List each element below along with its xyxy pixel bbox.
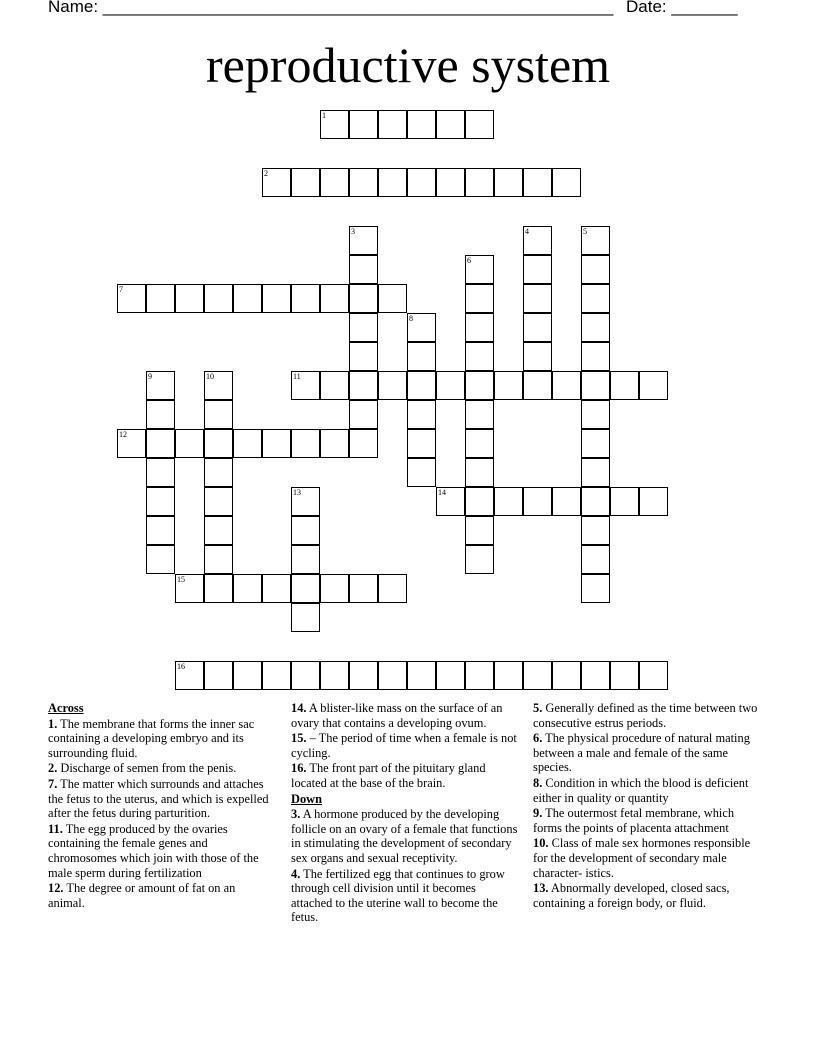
grid-cell[interactable] — [175, 284, 204, 313]
grid-cell[interactable] — [639, 661, 668, 690]
grid-cell[interactable] — [349, 371, 378, 400]
grid-cell[interactable] — [291, 429, 320, 458]
grid-cell[interactable] — [117, 429, 146, 458]
clue-number: 3 — [351, 227, 355, 236]
grid-cell[interactable] — [291, 371, 320, 400]
grid-cell[interactable] — [204, 458, 233, 487]
grid-cell[interactable] — [436, 661, 465, 690]
grid-cell[interactable] — [581, 516, 610, 545]
grid-cell[interactable] — [204, 661, 233, 690]
grid-cell[interactable] — [407, 661, 436, 690]
clue-number: 1 — [322, 111, 326, 120]
clue-across-11: 11. The egg produced by the ovaries containing the female genes and chromosomes which join with those of the male sperm during fertilization — [48, 821, 259, 880]
grid-cell[interactable] — [465, 284, 494, 313]
grid-cell[interactable] — [146, 487, 175, 516]
grid-cell[interactable] — [407, 400, 436, 429]
grid-cell[interactable] — [494, 487, 523, 516]
clue-number: 5 — [583, 227, 587, 236]
clue-across-7: 7. The matter which surrounds and attaches the fetus to the uterus, and which is expelled after the fetus during parturition. — [48, 776, 269, 821]
grid-cell[interactable] — [581, 661, 610, 690]
clue-down-13: 13. Abnormally developed, closed sacs, containing a foreign body, or fluid. — [533, 881, 730, 910]
page-title: reproductive system — [205, 37, 611, 93]
grid-cell[interactable] — [291, 168, 320, 197]
grid-cell[interactable] — [552, 661, 581, 690]
grid-cell[interactable] — [436, 110, 465, 139]
grid-cell[interactable] — [581, 342, 610, 371]
grid-cell[interactable] — [233, 661, 262, 690]
grid-cell[interactable] — [407, 168, 436, 197]
grid-cell[interactable] — [581, 226, 610, 255]
clue-down-4: 4. The fertilized egg that continues to grow through cell division until it becomes attached to the uterine wall to become the fetus. — [291, 866, 505, 925]
grid-cell[interactable] — [175, 429, 204, 458]
clue-down-3: 3. A hormone produced by the developing follicle on an ovary of a female that functions in stimulating the development of secondary sex organs and sexual receptivity. — [291, 807, 518, 865]
grid-cell[interactable] — [407, 371, 436, 400]
grid-cell[interactable] — [378, 284, 407, 313]
grid-cell[interactable] — [378, 110, 407, 139]
clue-across-2: 2. Discharge of semen from the penis. — [48, 761, 237, 776]
grid-cell[interactable] — [552, 487, 581, 516]
grid-cell[interactable] — [146, 516, 175, 545]
grid-cell[interactable] — [349, 284, 378, 313]
grid-cell[interactable] — [407, 110, 436, 139]
clue-down-10: 10. Class of male sex hormones responsible for the development of secondary male character- istics. — [533, 836, 751, 880]
grid-cell[interactable] — [465, 458, 494, 487]
grid-cell[interactable] — [378, 574, 407, 603]
grid-cell[interactable] — [349, 168, 378, 197]
grid-cell[interactable] — [349, 313, 378, 342]
grid-cell[interactable] — [523, 661, 552, 690]
grid-cell[interactable] — [523, 487, 552, 516]
grid-cell[interactable] — [523, 371, 552, 400]
grid-cell[interactable] — [320, 168, 349, 197]
grid-cell[interactable] — [523, 168, 552, 197]
grid-cell[interactable] — [349, 110, 378, 139]
grid-cell[interactable] — [581, 371, 610, 400]
grid-cell[interactable] — [523, 342, 552, 371]
clue-number: 13 — [293, 488, 301, 497]
grid-cell[interactable] — [146, 371, 175, 400]
clue-across-12: 12. The degree or amount of fat on an animal. — [48, 881, 236, 910]
across-heading: Across — [48, 701, 84, 715]
grid-cell[interactable] — [581, 284, 610, 313]
grid-cell[interactable] — [436, 168, 465, 197]
grid-cell[interactable] — [581, 255, 610, 284]
grid-cell[interactable] — [407, 458, 436, 487]
grid-cell[interactable] — [581, 429, 610, 458]
grid-cell[interactable] — [436, 371, 465, 400]
grid-cell[interactable] — [349, 661, 378, 690]
grid-cell[interactable] — [378, 371, 407, 400]
grid-cell[interactable] — [523, 226, 552, 255]
grid-cell[interactable] — [465, 342, 494, 371]
grid-cell[interactable] — [146, 429, 175, 458]
grid-cell[interactable] — [291, 516, 320, 545]
grid-cell[interactable] — [349, 342, 378, 371]
grid-cell[interactable] — [146, 284, 175, 313]
clue-down-8: 8. Condition in which the blood is deficient either in quality or quantity — [533, 775, 749, 805]
grid-cell[interactable] — [581, 574, 610, 603]
clue-across-14: 14. A blister-like mass on the surface of an ovary that contains a developing ovum. — [291, 701, 503, 730]
grid-cell[interactable] — [581, 313, 610, 342]
down-heading: Down — [291, 791, 322, 806]
grid-cell[interactable] — [262, 168, 291, 197]
name-field-label: Name: ______________________________________________________ — [48, 0, 614, 16]
grid-cell[interactable] — [523, 255, 552, 284]
grid-cell[interactable] — [581, 458, 610, 487]
clue-number: 2 — [264, 169, 268, 178]
grid-cell[interactable] — [465, 661, 494, 690]
grid-cell[interactable] — [291, 574, 320, 603]
grid-cell[interactable] — [465, 516, 494, 545]
grid-cell[interactable] — [262, 284, 291, 313]
grid-cell[interactable] — [552, 371, 581, 400]
clue-across-15: 15. – The period of time when a female is not cycling. — [291, 731, 517, 760]
grid-cell[interactable] — [146, 400, 175, 429]
grid-cell[interactable] — [465, 255, 494, 284]
grid-cell[interactable] — [233, 284, 262, 313]
clue-number: 9 — [148, 372, 152, 381]
grid-cell[interactable] — [175, 574, 204, 603]
clue-across-1: 1. The membrane that forms the inner sac containing a developing embryo and its surrounding fluid. — [48, 716, 255, 760]
clue-number: 11 — [293, 372, 301, 381]
grid-cell[interactable] — [204, 429, 233, 458]
grid-cell[interactable] — [581, 545, 610, 574]
grid-cell[interactable] — [291, 603, 320, 632]
grid-cell[interactable] — [436, 487, 465, 516]
grid-cell[interactable] — [349, 574, 378, 603]
grid-cell[interactable] — [320, 574, 349, 603]
grid-cell[interactable] — [233, 574, 262, 603]
grid-cell[interactable] — [320, 429, 349, 458]
clue-down-5: 5. Generally defined as the time between two consecutive estrus periods. — [533, 701, 758, 730]
grid-cell[interactable] — [465, 168, 494, 197]
grid-cell[interactable] — [233, 429, 262, 458]
grid-cell[interactable] — [378, 168, 407, 197]
clue-number: 4 — [525, 227, 529, 236]
clue-number: 7 — [119, 285, 123, 294]
grid-cell[interactable] — [349, 255, 378, 284]
clue-across-16: 16. The front part of the pituitary gland located at the base of the brain. — [291, 761, 486, 790]
grid-cell[interactable] — [204, 284, 233, 313]
clues-column-1 — [48, 701, 274, 911]
grid-cell[interactable] — [407, 313, 436, 342]
grid-cell[interactable] — [378, 661, 407, 690]
grid-cell[interactable] — [320, 661, 349, 690]
clue-number: 12 — [119, 430, 127, 439]
grid-cell[interactable] — [291, 487, 320, 516]
grid-cell[interactable] — [639, 487, 668, 516]
grid-cell[interactable] — [146, 545, 175, 574]
grid-cell[interactable] — [465, 429, 494, 458]
grid-cell[interactable] — [465, 487, 494, 516]
grid-cell[interactable] — [610, 661, 639, 690]
grid-cell[interactable] — [407, 429, 436, 458]
grid-cell[interactable] — [262, 661, 291, 690]
grid-cell[interactable] — [117, 284, 146, 313]
clue-number: 8 — [409, 314, 413, 323]
grid-cell[interactable] — [610, 371, 639, 400]
grid-cell[interactable] — [291, 545, 320, 574]
grid-cell[interactable] — [465, 400, 494, 429]
grid-cell[interactable] — [465, 545, 494, 574]
grid-cell[interactable] — [523, 313, 552, 342]
clue-number: 14 — [438, 488, 446, 497]
grid-cell[interactable] — [204, 574, 233, 603]
grid-cell[interactable] — [494, 168, 523, 197]
grid-cell[interactable] — [204, 400, 233, 429]
grid-cell[interactable] — [552, 168, 581, 197]
grid-cell[interactable] — [639, 371, 668, 400]
clue-number: 6 — [467, 256, 471, 265]
grid-cell[interactable] — [146, 458, 175, 487]
grid-cell[interactable] — [349, 400, 378, 429]
grid-cell[interactable] — [407, 342, 436, 371]
clues-column-3 — [533, 701, 765, 911]
grid-cell[interactable] — [494, 371, 523, 400]
grid-cell[interactable] — [204, 545, 233, 574]
clue-number: 10 — [206, 372, 214, 381]
grid-cell[interactable] — [262, 574, 291, 603]
clue-number: 15 — [177, 575, 185, 584]
grid-cell[interactable] — [465, 371, 494, 400]
grid-cell[interactable] — [523, 284, 552, 313]
grid-cell[interactable] — [494, 661, 523, 690]
grid-cell[interactable] — [320, 110, 349, 139]
grid-cell[interactable] — [320, 284, 349, 313]
grid-cell[interactable] — [581, 400, 610, 429]
grid-cell[interactable] — [465, 110, 494, 139]
grid-cell[interactable] — [465, 313, 494, 342]
grid-cell[interactable] — [349, 226, 378, 255]
grid-cell[interactable] — [204, 516, 233, 545]
clue-down-6: 6. The physical procedure of natural mating between a male and female of the same species. — [533, 731, 750, 775]
clues-column-2 — [291, 701, 519, 926]
grid-cell[interactable] — [320, 371, 349, 400]
date-field-label: Date: _______ — [626, 0, 738, 16]
grid-cell[interactable] — [581, 487, 610, 516]
grid-cell[interactable] — [610, 487, 639, 516]
grid-cell[interactable] — [175, 661, 204, 690]
grid-cell[interactable] — [291, 661, 320, 690]
grid-cell[interactable] — [349, 429, 378, 458]
grid-cell[interactable] — [262, 429, 291, 458]
grid-cell[interactable] — [291, 284, 320, 313]
clue-down-9: 9. The outermost fetal membrane, which forms the points of placenta attachment — [533, 806, 735, 835]
grid-cell[interactable] — [204, 487, 233, 516]
grid-cell[interactable] — [204, 371, 233, 400]
clue-number: 16 — [177, 662, 185, 671]
